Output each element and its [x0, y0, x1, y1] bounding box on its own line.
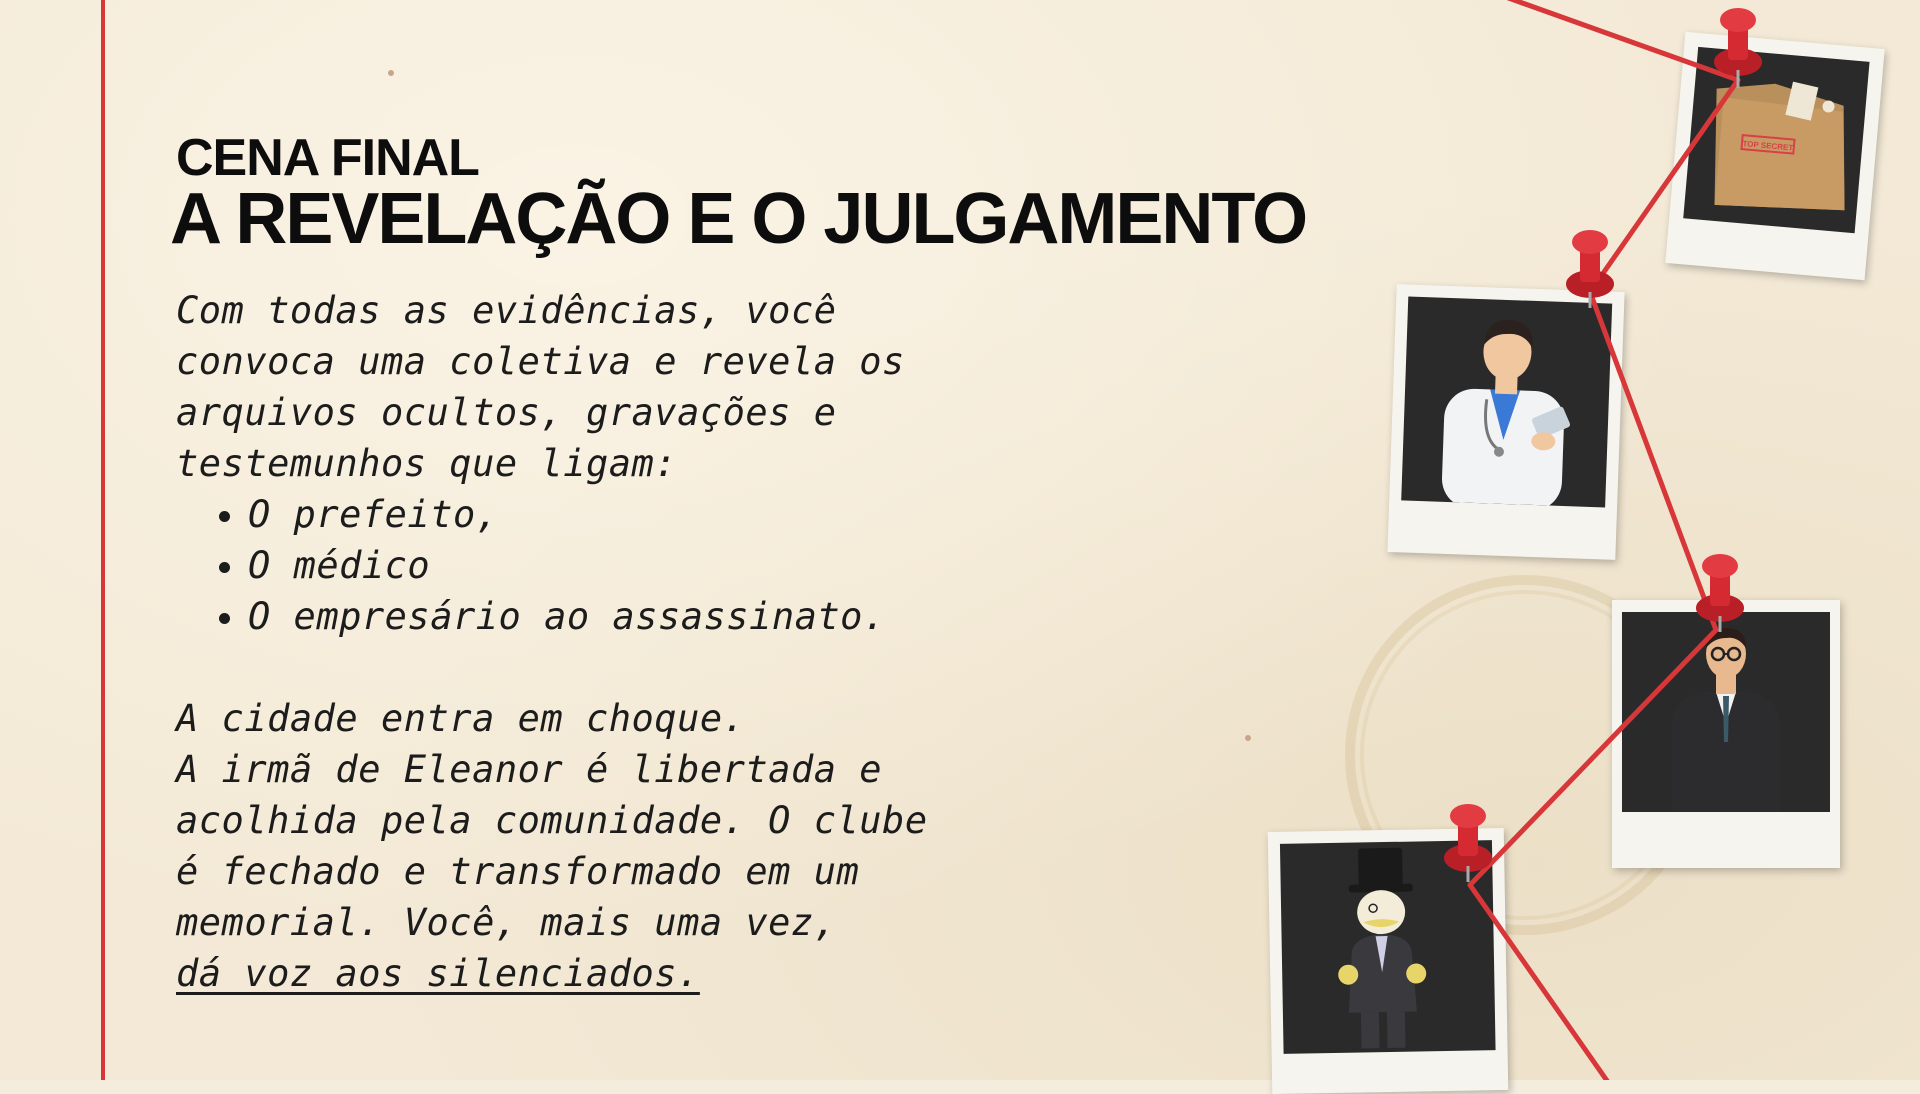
- red-string: [1590, 292, 1716, 630]
- outro-line: é fechado e transformado em um: [176, 850, 860, 893]
- scene-kicker: CENA FINAL: [176, 129, 479, 187]
- closing-line: dá voz aos silenciados.: [176, 952, 700, 995]
- outro-line: A cidade entra em choque.: [176, 697, 746, 740]
- red-string: [1590, 80, 1738, 292]
- suspect-item: • O empresário ao assassinato.: [248, 591, 1076, 642]
- outro-line: A irmã de Eleanor é libertada e: [176, 748, 883, 791]
- outro-line: acolhida pela comunidade. O clube: [176, 799, 928, 842]
- suspect-item: • O médico: [248, 540, 1076, 591]
- intro-line: convoca uma coletiva e revela os: [176, 340, 905, 383]
- red-string: [1500, 0, 1738, 80]
- red-string: [1470, 630, 1716, 885]
- intro-line: testemunhos que ligam:: [176, 442, 678, 485]
- red-string: [1470, 885, 1610, 1080]
- top-secret-stamp: TOP SECRET: [1742, 139, 1794, 153]
- intro-line: arquivos ocultos, gravações e: [176, 391, 837, 434]
- suspect-item: • O prefeito,: [248, 489, 1076, 540]
- page-title: A REVELAÇÃO E O JULGAMENTO: [170, 179, 1307, 259]
- intro-line: Com todas as evidências, você: [176, 289, 837, 332]
- outro-line: memorial. Você, mais uma vez,: [176, 901, 837, 944]
